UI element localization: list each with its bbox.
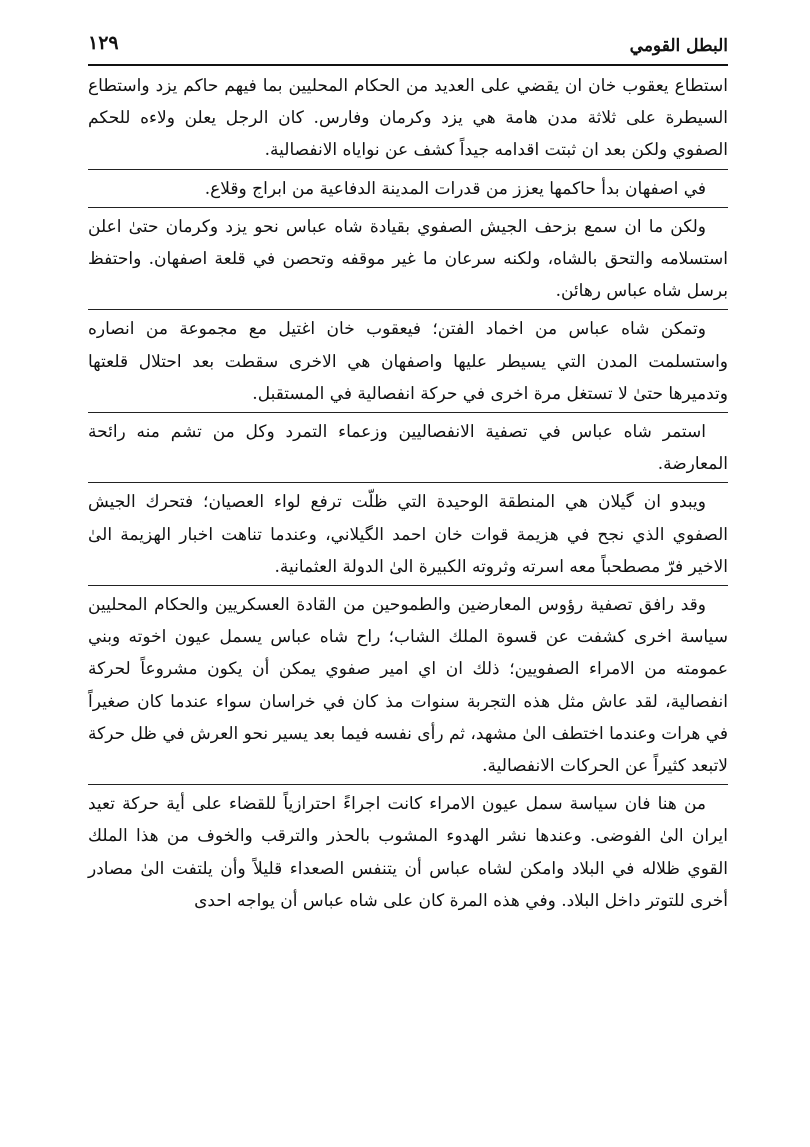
paragraph-3: ولكن ما ان سمع بزحف الجيش الصفوي بقيادة شاه عباس نحو يزد وكرمان حتىٰ اعلن استسلامه والتحق بالشاه، ولكنه سرعان ما غير موقفه وتحصن في قلعة اصفهان. واحتفظ برسل شاه عباس رهائن.: [88, 216, 728, 302]
paragraph-1: استطاع يعقوب خان ان يقضي على العديد من الحكام المحليين بما فيهم حاكم يزد واستطاع السيطرة على ثلاثة مدن هامة هي يزد وكرمان وفارس. كان الرجل يعلن ولاءه للحكم الصفوي ولكن بعد ان ثبتت اقدامه جيداً كشف عن نواياه الانفصالية.: [88, 76, 728, 161]
paragraph-divider: [88, 412, 728, 413]
paragraph-divider: [88, 784, 728, 785]
body-text: [88, 70, 728, 917]
running-title: البطل القومي: [629, 36, 728, 56]
paragraph-divider: [88, 482, 728, 483]
paragraph-2: في اصفهان بدأ حاكمها يعزز من قدرات المدينة الدفاعية من ابراج وقلاع.: [204, 178, 706, 199]
paragraph-divider: [88, 207, 728, 208]
paragraph-6: ويبدو ان گيلان هي المنطقة الوحيدة التي ظلّت ترفع لواء العصيان؛ فتحرك الجيش الصفوي الذي نجح في هزيمة قوات خان احمد الگيلاني، وعندما تناهت اخبار الهزيمة الىٰ الاخير فرّ مصطحباً معه اسرته وثروته الكبيرة الىٰ الدولة العثمانية.: [88, 492, 728, 577]
paragraph-8: من هنا فان سياسة سمل عيون الامراء كانت اجراءً احترازياً للقضاء على أية حركة تعيد ايران الىٰ الفوضى. وعندها نشر الهدوء المشوب بالحذر والترقب والخوف من هذا الملك القوي ظلاله في البلاد وامكن لشاه عباس أن يتنفس الصعداء قليلاً وأن يلتفت الىٰ مصادر أخرى للتوتر داخل البلاد. وفي هذه المرة كان على شاه عباس أن يواجه احدى: [88, 794, 728, 911]
header-rule: [88, 64, 728, 66]
paragraph-divider: [88, 585, 728, 586]
page-number: ١٢٩: [88, 32, 119, 54]
paragraph-7: وقد رافق تصفية رؤوس المعارضين والطموحين من القادة العسكريين والحكام المحليين سياسة اخرى كشفت عن قسوة الملك الشاب؛ راح شاه عباس يسمل عيون اخوته وبني عمومته من الامراء الصفويين؛ ذلك ان اي امير صفوي يمكن أن يكون مشروعاً لحركة انفصالية، لقد عاش مثل هذه التجربة سنوات مذ كان في خراسان سواء عندما كان صغيراً في هرات وعندما اختطف الىٰ مشهد، ثم رأى نفسه فيما بعد يسير نحو العرش في ظل حركة لاتبعد كثيراً عن الحركات الانفصالية.: [88, 595, 728, 777]
paragraph-5: استمر شاه عباس في تصفية الانفصاليين وزعماء التمرد وكل من تشم منه رائحة المعارضة.: [88, 422, 728, 475]
paragraph-divider: [88, 309, 728, 310]
page-header: [88, 26, 728, 70]
paragraph-4: وتمكن شاه عباس من اخماد الفتن؛ فيعقوب خان اغتيل مع مجموعة من انصاره واستسلمت المدن التي يسيطر عليها واصفهان هي الاخرى سقطت بعد احتلال قلعتها وتدميرها حتىٰ لا تستغل مرة اخرى في حركة انفصالية في المستقبل.: [88, 319, 728, 404]
paragraph-divider: [88, 169, 728, 170]
